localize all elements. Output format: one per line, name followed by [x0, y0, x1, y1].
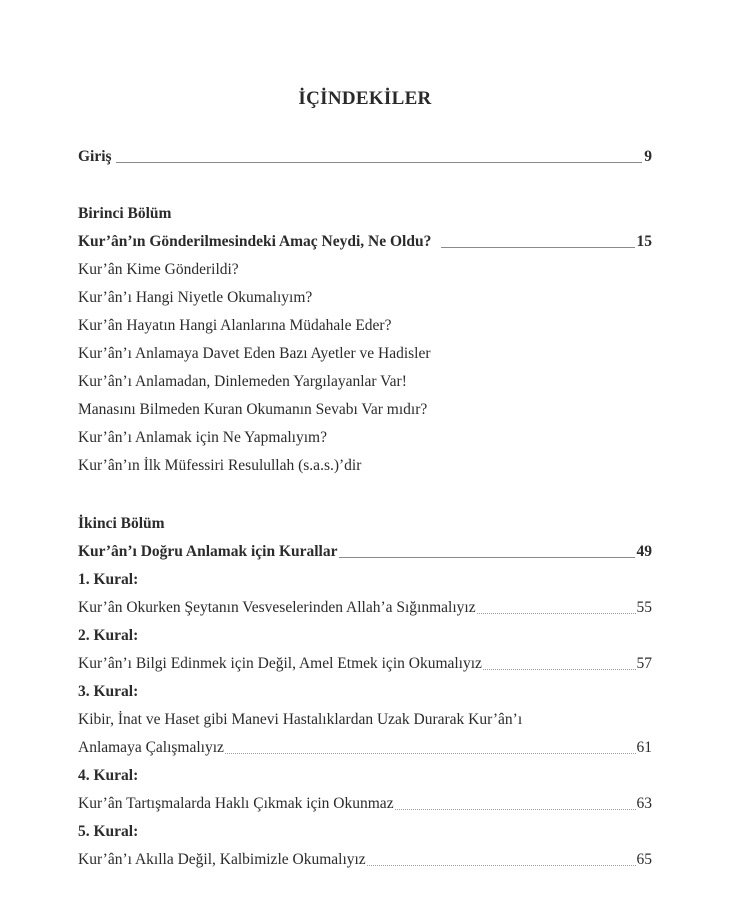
toc-subentry[interactable] — [78, 342, 652, 366]
entry-label: Kur’ân Hayatın Hangi Alanlarına Müdahale Eder? — [78, 317, 392, 334]
part-heading-1 — [78, 202, 652, 226]
entry-label: Kur’ân Tartışmalarda Haklı Çıkmak için Okunmaz — [78, 795, 394, 812]
page-number: 9 — [644, 148, 652, 165]
toc-entry-chapter-2[interactable] — [78, 540, 652, 564]
toc-entry-rule-3[interactable] — [78, 736, 652, 760]
toc-entry-chapter-1[interactable] — [78, 230, 652, 254]
leader-line — [116, 161, 643, 163]
page-number: 49 — [636, 543, 652, 560]
toc-subentry[interactable] — [78, 286, 652, 310]
toc-title: İÇİNDEKİLER — [298, 88, 432, 109]
rule-label — [78, 764, 652, 788]
entry-label: Kur’ân Okurken Şeytanın Vesveselerinden Allah’a Sığınmalıyız — [78, 599, 476, 616]
toc-entry-rule-5[interactable] — [78, 848, 652, 872]
entry-label: Kur’ân’ı Anlamak için Ne Yapmalıyım? — [78, 429, 327, 446]
toc-entry-rule-1[interactable] — [78, 596, 652, 620]
entry-label: Kur’ân’ın İlk Müfessiri Resulullah (s.a.s.)’dir — [78, 457, 362, 474]
entry-label: Kibir, İnat ve Haset gibi Manevi Hastalıklardan Uzak Durarak Kur’ân’ı — [78, 711, 523, 728]
toc-subentry[interactable] — [78, 370, 652, 394]
page-number: 61 — [636, 739, 652, 756]
toc-entry-intro[interactable] — [78, 145, 652, 169]
toc-page — [78, 0, 652, 900]
entry-label: Kur’ân Kime Gönderildi? — [78, 261, 239, 278]
page-number: 63 — [636, 795, 652, 812]
part-heading-text: Birinci Bölüm — [78, 205, 172, 222]
rule-label-text: 2. Kural: — [78, 627, 139, 644]
rule-label — [78, 624, 652, 648]
toc-entry-rule-3-line1[interactable] — [78, 708, 652, 732]
leader-dots — [395, 808, 636, 810]
rule-label — [78, 680, 652, 704]
toc-subentry[interactable] — [78, 426, 652, 450]
entry-label: Kur’ân’ı Anlamaya Davet Eden Bazı Ayetler ve Hadisler — [78, 345, 431, 362]
toc-entry-rule-4[interactable] — [78, 792, 652, 816]
entry-label: Kur’ân’ın Gönderilmesindeki Amaç Neydi, Ne Oldu? — [78, 233, 432, 250]
rule-label-text: 3. Kural: — [78, 683, 139, 700]
entry-label: Manasını Bilmeden Kuran Okumanın Sevabı Var mıdır? — [78, 401, 428, 418]
page-number: 57 — [636, 655, 652, 672]
leader-dots — [225, 752, 636, 754]
part-heading-text: İkinci Bölüm — [78, 515, 165, 532]
entry-label: Kur’ân’ı Bilgi Edinmek için Değil, Amel Etmek için Okumalıyız — [78, 655, 482, 672]
leader-dots — [477, 612, 636, 614]
rule-label-text: 5. Kural: — [78, 823, 139, 840]
toc-subentry[interactable] — [78, 258, 652, 282]
entry-label: Kur’ân’ı Akılla Değil, Kalbimizle Okumalıyız — [78, 851, 366, 868]
entry-label: Giriş — [78, 148, 112, 165]
entry-label: Kur’ân’ı Doğru Anlamak için Kurallar — [78, 543, 338, 560]
rule-label — [78, 568, 652, 592]
entry-label: Kur’ân’ı Hangi Niyetle Okumalıyım? — [78, 289, 313, 306]
page-number: 15 — [636, 233, 652, 250]
entry-label: Kur’ân’ı Anlamadan, Dinlemeden Yargılayanlar Var! — [78, 373, 407, 390]
toc-subentry[interactable] — [78, 398, 652, 422]
toc-subentry[interactable] — [78, 454, 652, 478]
rule-label-text: 4. Kural: — [78, 767, 139, 784]
page-number: 55 — [636, 599, 652, 616]
page-number: 65 — [636, 851, 652, 868]
leader-dots — [483, 668, 636, 670]
leader-line — [441, 246, 634, 248]
toc-entry-rule-2[interactable] — [78, 652, 652, 676]
rule-label-text: 1. Kural: — [78, 571, 139, 588]
leader-line — [339, 556, 635, 558]
leader-dots — [367, 864, 636, 866]
part-heading-2 — [78, 512, 652, 536]
rule-label — [78, 820, 652, 844]
entry-label: Anlamaya Çalışmalıyız — [78, 739, 224, 756]
toc-subentry[interactable] — [78, 314, 652, 338]
